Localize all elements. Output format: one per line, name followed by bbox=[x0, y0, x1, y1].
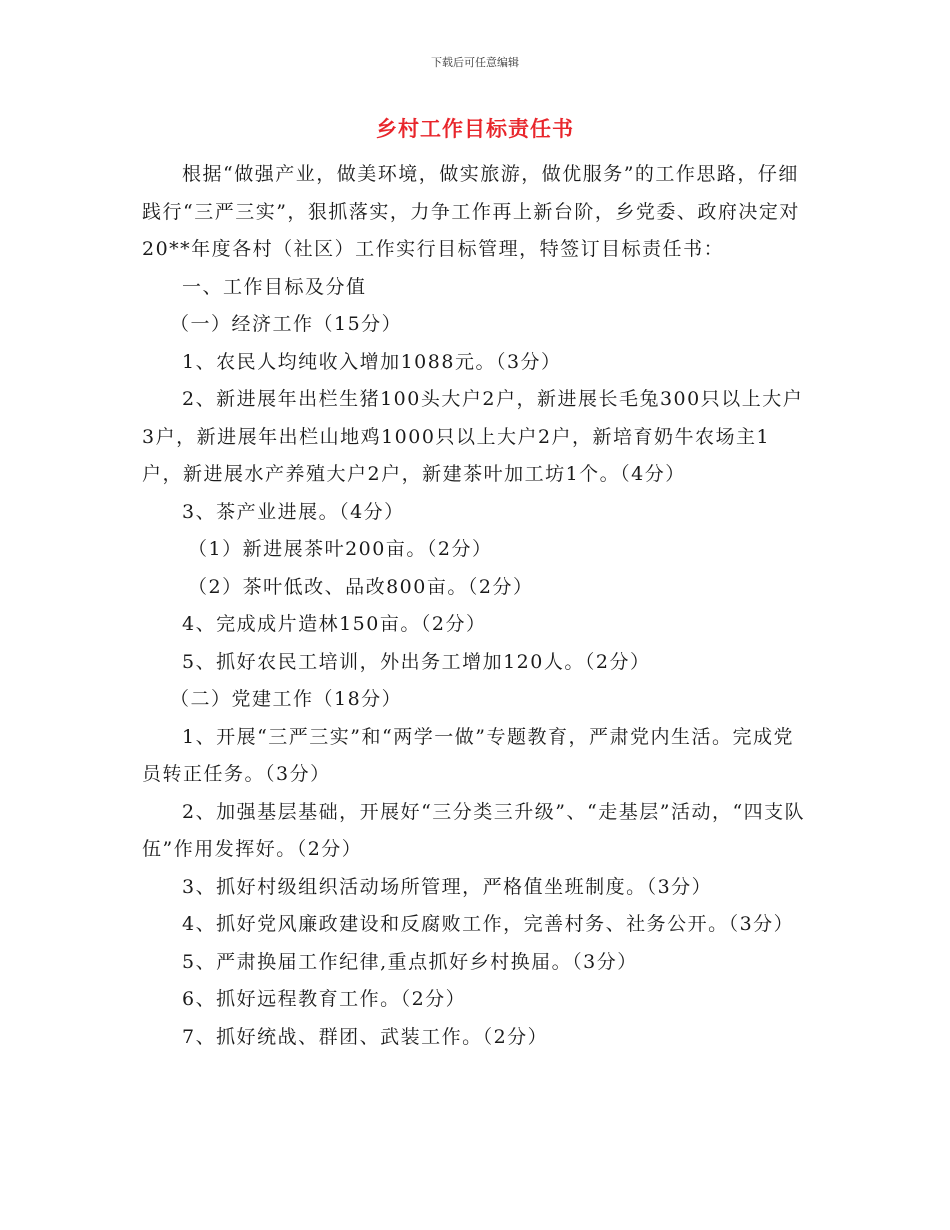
sub-list-item: （1）新进展茶叶200亩。（2分） bbox=[188, 538, 493, 560]
page-header-note: 下载后可任意编辑 bbox=[431, 56, 519, 69]
list-item: 7、抓好统战、群团、武装工作。（2分） bbox=[182, 1025, 549, 1048]
document-body bbox=[142, 156, 810, 1056]
list-item: 1、农民人均纯收入增加1088元。（3分） bbox=[182, 350, 562, 373]
list-item: 2、加强基层基础，开展好“三分类三升级”、“走基层”活动，“四支队伍”作用发挥好。（2分） bbox=[142, 800, 806, 860]
intro-paragraph: 根据“做强产业，做美环境，做实旅游，做优服务”的工作思路，仔细践行“三严三实”，狠抓落实，力争工作再上新台阶，乡党委、政府决定对20**年度各村（社区）工作实行目标管理，特签订目标责任书： bbox=[142, 163, 800, 260]
list-item: 3、茶产业进展。（4分） bbox=[182, 500, 405, 523]
list-item: 1、开展“三严三实”和“两学一做”专题教育，严肃党内生活。完成党员转正任务。（3分） bbox=[142, 725, 794, 785]
list-item: 6、抓好远程教育工作。（2分） bbox=[182, 988, 467, 1010]
document-title: 乡村工作目标责任书 bbox=[376, 117, 574, 141]
subsection-heading-party: （二）党建工作（18分） bbox=[170, 688, 403, 710]
list-item: 4、抓好党风廉政建设和反腐败工作，完善村务、社务公开。（3分） bbox=[182, 913, 795, 935]
list-item: 5、抓好农民工培训，外出务工增加120人。（2分） bbox=[182, 650, 651, 673]
list-item: 3、抓好村级组织活动场所管理，严格值坐班制度。（3分） bbox=[182, 875, 713, 898]
sub-list-item: （2）茶叶低改、品改800亩。（2分） bbox=[188, 575, 534, 598]
section-heading-1: 一、工作目标及分值 bbox=[182, 275, 367, 298]
list-item: 4、完成成片造林150亩。（2分） bbox=[182, 613, 487, 635]
list-item: 5、严肃换届工作纪律,重点抓好乡村换届。（3分） bbox=[182, 950, 638, 973]
list-item: 2、新进展年出栏生猪100头大户2户，新进展长毛兔300只以上大户3户，新进展年出栏山地鸡1000只以上大户2户，新培育奶牛农场主1户，新进展水产养殖大户2户，新建茶叶加工坊1个。（4分） bbox=[142, 388, 804, 485]
subsection-heading-economy: （一）经济工作（15分） bbox=[170, 313, 403, 335]
